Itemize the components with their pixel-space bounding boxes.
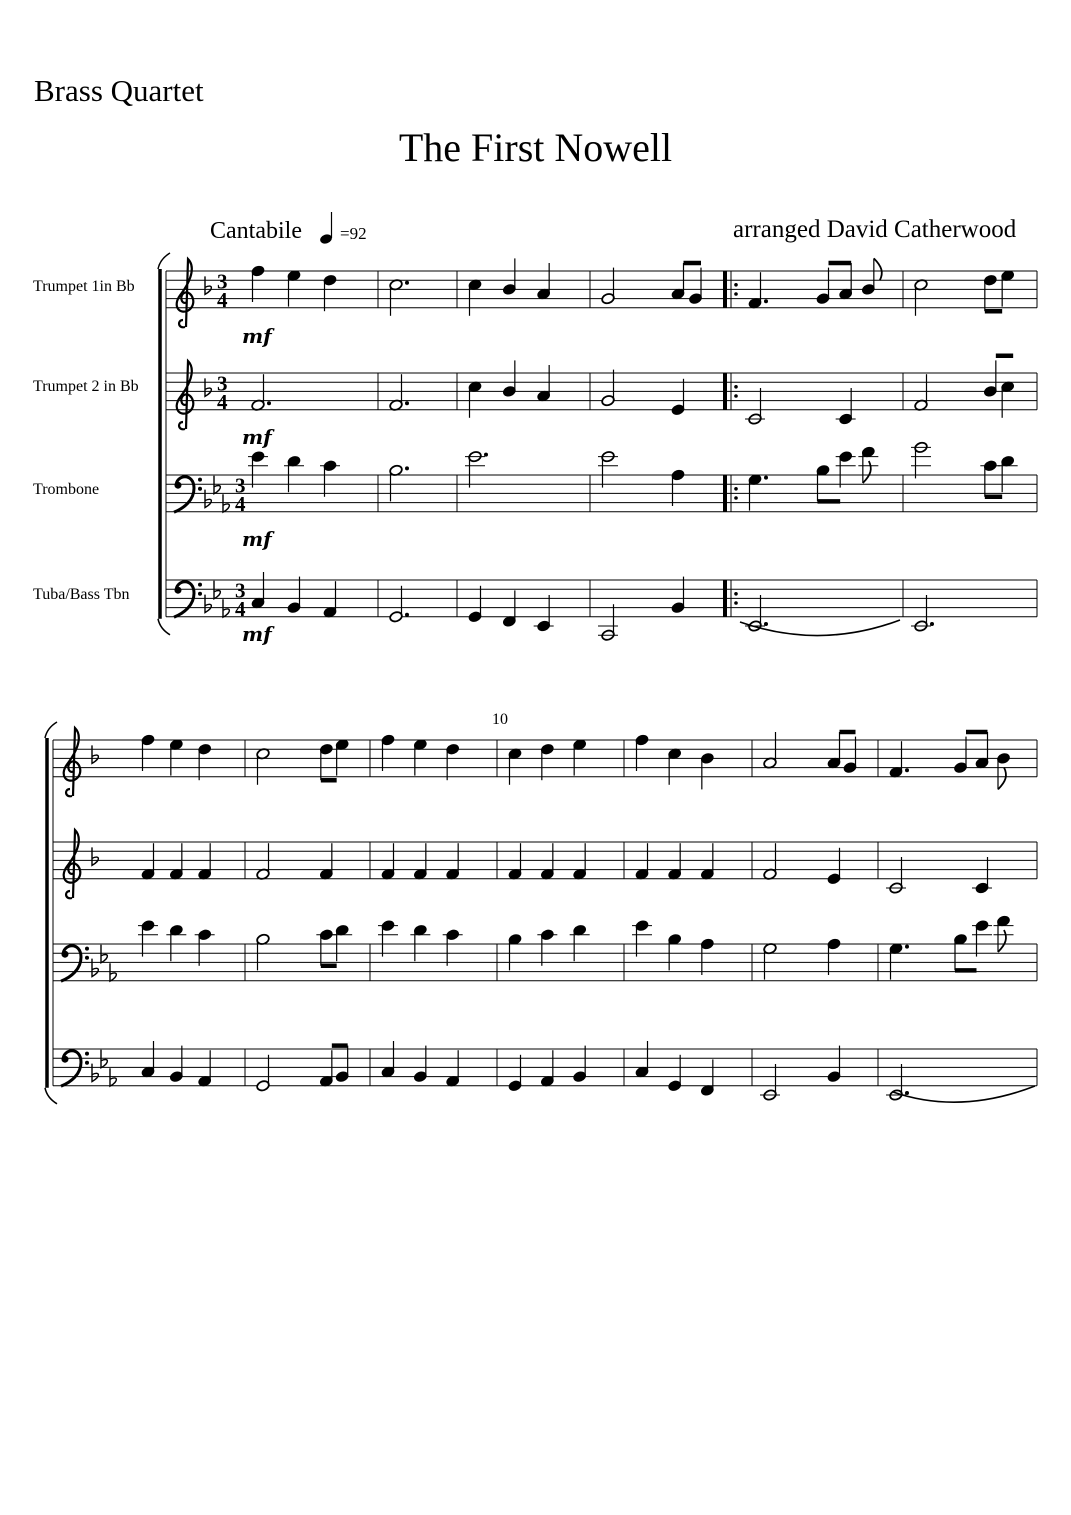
instrument-label-trombone: Trombone — [33, 481, 100, 498]
repeat-dot — [734, 496, 738, 500]
augmentation-dot — [484, 453, 488, 457]
bass-clef-dot — [198, 592, 202, 596]
bass-clef-dot — [198, 583, 202, 587]
dynamic-marking: mf — [242, 324, 272, 348]
tempo-value: =92 — [340, 224, 367, 243]
ensemble-heading: Brass Quartet — [34, 73, 204, 108]
augmentation-dot — [405, 466, 409, 470]
flat-icon — [92, 959, 98, 977]
bracket-cap — [45, 1088, 57, 1104]
bass-clef-dot — [62, 1056, 69, 1063]
flat-icon — [205, 595, 211, 613]
augmentation-dot — [905, 945, 909, 949]
flat-icon — [223, 599, 229, 617]
flat-icon — [223, 494, 229, 512]
note-flag — [998, 930, 1006, 952]
repeat-dot — [734, 592, 738, 596]
repeat-dot — [734, 394, 738, 398]
piece-title: The First Nowell — [398, 125, 673, 170]
flat-icon — [205, 276, 211, 294]
bracket-cap — [158, 619, 170, 635]
treble-clef — [64, 728, 81, 796]
flat-icon — [214, 581, 220, 599]
treble-clef — [64, 830, 81, 898]
bass-clef-dot — [175, 587, 182, 594]
flat-icon — [110, 963, 116, 981]
repeat-dot — [734, 283, 738, 287]
arranger-credit: arranged David Catherwood — [733, 216, 1017, 243]
treble-clef — [177, 259, 194, 327]
dynamic-marking: mf — [242, 527, 272, 551]
augmentation-dot — [405, 613, 409, 617]
time-signature-numerator: 3 — [235, 473, 246, 498]
augmentation-dot — [930, 622, 934, 626]
note-flag — [874, 258, 882, 280]
augmentation-dot — [405, 281, 409, 285]
augmentation-dot — [905, 1091, 909, 1095]
note-flag — [998, 767, 1006, 789]
repeat-dot — [734, 292, 738, 296]
bass-clef-dot — [198, 487, 202, 491]
note-flag — [863, 461, 871, 483]
flat-icon — [92, 745, 98, 763]
augmentation-dot — [905, 768, 909, 772]
time-signature-denominator: 4 — [217, 389, 228, 414]
instrument-label-tuba: Tuba/Bass Tbn — [33, 586, 130, 603]
dynamic-marking: mf — [242, 622, 272, 646]
time-signature-numerator: 3 — [217, 269, 228, 294]
bass-clef-dot — [198, 478, 202, 482]
bracket-cap — [158, 253, 170, 269]
augmentation-dot — [267, 401, 271, 405]
bass-clef-dot — [85, 1061, 89, 1065]
bass-clef-dot — [85, 956, 89, 960]
bracket-cap — [45, 722, 57, 738]
instrument-label-trumpet2: Trumpet 2 in Bb — [33, 378, 139, 395]
flat-icon — [101, 1050, 107, 1068]
bass-clef-dot — [175, 482, 182, 489]
flat-icon — [110, 1068, 116, 1086]
time-signature-numerator: 3 — [235, 578, 246, 603]
augmentation-dot — [405, 401, 409, 405]
flat-icon — [214, 476, 220, 494]
measure-number: 10 — [492, 711, 508, 728]
flat-icon — [92, 847, 98, 865]
treble-clef — [177, 361, 194, 429]
time-signature-denominator: 4 — [235, 491, 246, 516]
flat-icon — [92, 1064, 98, 1082]
flat-icon — [205, 490, 211, 508]
time-signature-denominator: 4 — [217, 287, 228, 312]
time-signature-numerator: 3 — [217, 371, 228, 396]
augmentation-dot — [764, 299, 768, 303]
repeat-dot — [734, 385, 738, 389]
bass-clef-dot — [85, 1052, 89, 1056]
flat-icon — [205, 378, 211, 396]
tie-arc — [893, 1086, 1035, 1102]
repeat-dot — [734, 487, 738, 491]
tempo-marking: Cantabile — [210, 218, 302, 244]
bass-clef-dot — [62, 951, 69, 958]
instrument-label-trumpet1: Trumpet 1in Bb — [33, 278, 135, 295]
tie-arc — [740, 620, 900, 636]
time-signature-denominator: 4 — [235, 596, 246, 621]
bass-clef-dot — [85, 947, 89, 951]
repeat-dot — [734, 601, 738, 605]
dynamic-marking: mf — [242, 425, 272, 449]
augmentation-dot — [764, 476, 768, 480]
flat-icon — [101, 945, 107, 963]
augmentation-dot — [764, 622, 768, 626]
